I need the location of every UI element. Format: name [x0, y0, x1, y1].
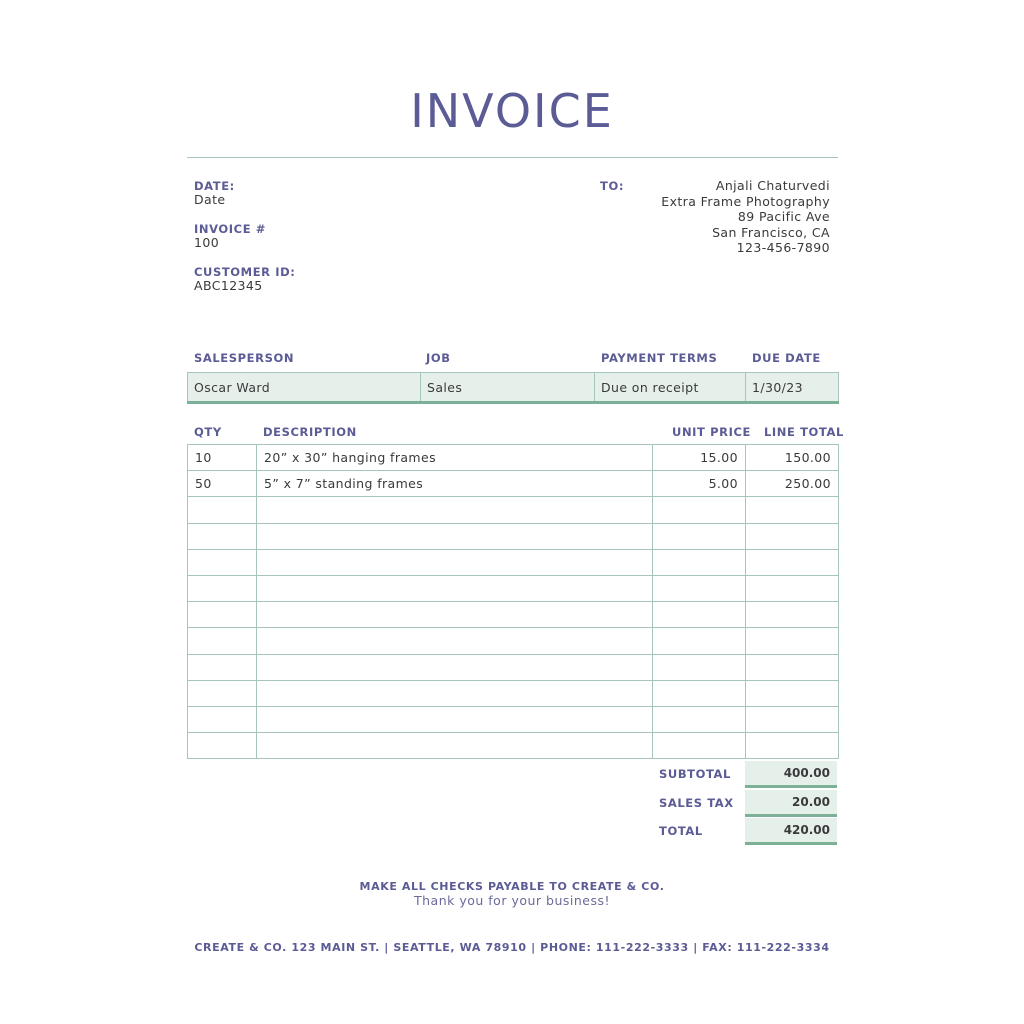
qty-cell [188, 523, 257, 549]
invoice-number-value: 100 [194, 235, 220, 250]
description-cell: 5” x 7” standing frames [257, 471, 653, 497]
sales-tax-label: SALES TAX [659, 796, 734, 810]
recipient-company: Extra Frame Photography [661, 193, 830, 209]
unit-price-cell [653, 706, 746, 732]
qty-cell [188, 628, 257, 654]
table-row [188, 706, 839, 732]
line-total-cell [746, 733, 839, 759]
description-cell [257, 680, 653, 706]
date-value: Date [194, 192, 226, 207]
table-row [188, 523, 839, 549]
subtotal-value: 400.00 [783, 766, 830, 780]
job-header: JOB [426, 351, 451, 365]
due-date-value: 1/30/23 [746, 373, 839, 403]
date-label: DATE: [194, 179, 235, 193]
total-label: TOTAL [659, 824, 703, 838]
line-total-cell [746, 523, 839, 549]
line-total-cell [746, 680, 839, 706]
qty-cell [188, 497, 257, 523]
sales-tax-value: 20.00 [792, 795, 830, 809]
unit-price-cell [653, 497, 746, 523]
description-cell [257, 497, 653, 523]
qty-cell [188, 654, 257, 680]
table-row [188, 497, 839, 523]
description-cell [257, 575, 653, 601]
recipient-name: Anjali Chaturvedi [715, 178, 830, 193]
description-header: DESCRIPTION [263, 425, 357, 439]
title-divider [187, 157, 838, 158]
table-row [188, 471, 839, 497]
qty-cell [188, 706, 257, 732]
job-info-row [188, 373, 839, 403]
qty-cell [188, 733, 257, 759]
unit-price-cell [653, 628, 746, 654]
table-row [188, 445, 839, 471]
qty-cell [188, 680, 257, 706]
unit-price-cell [653, 575, 746, 601]
customer-id-label: CUSTOMER ID: [194, 265, 296, 279]
unit-price-cell: 15.00 [653, 445, 746, 471]
total-value-box [745, 818, 837, 845]
description-cell [257, 733, 653, 759]
line-total-cell [746, 602, 839, 628]
payment-terms-value: Due on receipt [595, 373, 746, 403]
description-cell [257, 654, 653, 680]
line-total-cell [746, 575, 839, 601]
line-total-cell [746, 549, 839, 575]
qty-cell: 10 [188, 445, 257, 471]
job-value: Sales [421, 373, 595, 403]
salesperson-header: SALESPERSON [194, 351, 295, 365]
due-date-header: DUE DATE [752, 351, 821, 365]
unit-price-cell [653, 549, 746, 575]
line-total-cell [746, 497, 839, 523]
table-row [188, 680, 839, 706]
recipient-street: 89 Pacific Ave [737, 209, 830, 225]
sales-tax-value-box [745, 790, 837, 817]
to-label: TO: [600, 179, 625, 193]
unit-price-cell [653, 654, 746, 680]
description-cell [257, 706, 653, 732]
total-value: 420.00 [783, 823, 830, 837]
qty-cell: 50 [188, 471, 257, 497]
company-contact-line: CREATE & CO. 123 MAIN ST. | SEATTLE, WA 78910 | PHONE: 111-222-3333 | FAX: 111-222-3334 [194, 941, 830, 954]
thank-you-note: Thank you for your business! [413, 893, 611, 908]
table-row [188, 654, 839, 680]
description-cell [257, 549, 653, 575]
table-row [188, 575, 839, 601]
line-total-cell: 250.00 [746, 471, 839, 497]
customer-id-value: ABC12345 [194, 278, 263, 293]
payment-terms-header: PAYMENT TERMS [601, 351, 718, 365]
description-cell [257, 602, 653, 628]
payable-note: MAKE ALL CHECKS PAYABLE TO CREATE & CO. [359, 880, 665, 893]
invoice-number-label: INVOICE # [194, 222, 266, 236]
line-total-cell [746, 628, 839, 654]
line-total-cell [746, 706, 839, 732]
table-row [188, 602, 839, 628]
line-total-header: LINE TOTAL [764, 425, 844, 439]
qty-header: QTY [194, 425, 222, 439]
salesperson-value: Oscar Ward [188, 373, 421, 403]
line-total-cell [746, 654, 839, 680]
description-cell [257, 523, 653, 549]
recipient-city: San Francisco, CA [712, 224, 830, 240]
description-cell: 20” x 30” hanging frames [257, 445, 653, 471]
qty-cell [188, 602, 257, 628]
table-row [188, 733, 839, 759]
table-row [188, 549, 839, 575]
unit-price-cell [653, 733, 746, 759]
subtotal-value-box [745, 761, 837, 788]
unit-price-header: UNIT PRICE [672, 425, 751, 439]
recipient-phone: 123-456-7890 [736, 240, 830, 256]
unit-price-cell [653, 602, 746, 628]
recipient-address [661, 178, 830, 256]
line-total-cell: 150.00 [746, 445, 839, 471]
unit-price-cell [653, 680, 746, 706]
qty-cell [188, 575, 257, 601]
line-items-table [187, 444, 839, 759]
description-cell [257, 628, 653, 654]
unit-price-cell: 5.00 [653, 471, 746, 497]
qty-cell [188, 549, 257, 575]
subtotal-label: SUBTOTAL [659, 767, 731, 781]
table-row [188, 628, 839, 654]
unit-price-cell [653, 523, 746, 549]
invoice-title: INVOICE [410, 84, 614, 138]
job-info-table [187, 372, 839, 404]
